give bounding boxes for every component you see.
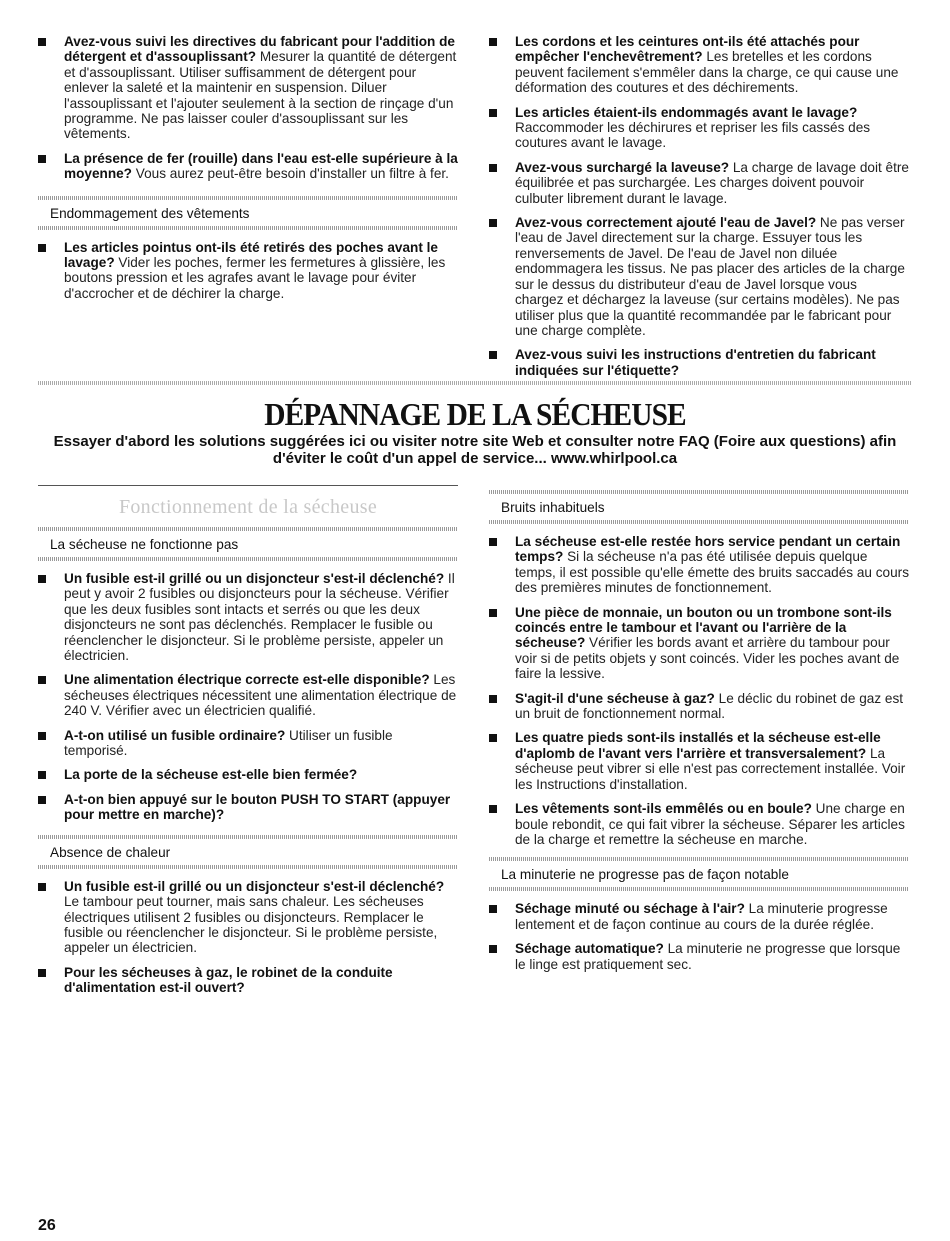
list-item — [38, 728, 458, 759]
question-text: Avez-vous surchargé la laveuse? — [515, 159, 730, 175]
list-item — [489, 801, 909, 847]
answer-text: La sécheuse peut vibrer si elle n'est pas correctement installée. Voir les Instructions d'installation. — [515, 745, 906, 792]
section-title: DÉPANNAGE DE LA SÉCHEUSE — [264, 396, 686, 432]
answer-text: Une charge en boule rebondit, ce qui fait vibrer la sécheuse. Séparer les articles de la charge et remettre la sécheuse en marche. — [515, 801, 905, 847]
square-bullet-icon — [38, 771, 46, 779]
question-text: Un fusible est-il grillé ou un disjoncteur s'est-il déclenché? — [64, 878, 445, 894]
list-item — [489, 691, 909, 722]
list-item — [489, 941, 909, 972]
question-text: Une alimentation électrique correcte est-elle disponible? — [64, 672, 430, 688]
damage-list — [38, 240, 458, 302]
func-heading: Fonctionnement de la sécheuse — [118, 496, 378, 518]
square-bullet-icon — [38, 676, 46, 684]
square-bullet-icon — [489, 109, 497, 117]
question-text: Séchage minuté ou séchage à l'air? — [515, 901, 745, 917]
square-bullet-icon — [489, 945, 497, 953]
answer-text: La minuterie progresse lentement et de façon continue au cours de la durée réglée. — [515, 901, 888, 932]
not-running-list — [38, 571, 458, 823]
list-item — [489, 730, 909, 792]
bottom-left-column — [38, 485, 458, 1005]
list-item — [38, 571, 458, 663]
square-bullet-icon — [489, 538, 497, 546]
no-heat-heading: Absence de chaleur — [50, 844, 171, 860]
square-bullet-icon — [38, 732, 46, 740]
square-bullet-icon — [38, 883, 46, 891]
question-text: Un fusible est-il grillé ou un disjoncteur s'est-il déclenché? — [64, 571, 445, 586]
list-item — [38, 792, 458, 823]
question-text: A-t-on utilisé un fusible ordinaire? — [64, 727, 286, 743]
answer-text: Vous aurez peut-être besoin d'installer un filtre à fer. — [131, 166, 449, 182]
question-text: La présence de fer (rouille) dans l'eau est-elle supérieure à la moyenne? — [64, 150, 458, 182]
intro-text: Essayer d'abord les solutions suggérées ici ou visiter notre site Web et consulter notre FAQ (Foire aux questions) afin d'éviter le coût d'un appel de service... www.whirlpool.ca — [53, 433, 897, 467]
answer-text: La charge de lavage doit être équilibrée et pas surchargée. Les charges doivent pouvoir culbuter librement durant le lavage. — [515, 159, 909, 206]
question-text: Séchage automatique? — [515, 941, 664, 957]
damage-heading: Endommagement des vêtements — [50, 205, 250, 221]
question-text: A-t-on bien appuyé sur le bouton PUSH TO START (appuyer pour mettre en marche)? — [64, 791, 451, 823]
question-text: Avez-vous suivi les instructions d'entretien du fabricant indiquées sur l'étiquette? — [515, 347, 876, 378]
no-heat-list — [38, 879, 458, 996]
divider — [489, 520, 909, 524]
square-bullet-icon — [489, 905, 497, 913]
noises-heading: Bruits inhabituels — [501, 500, 605, 515]
question-text: Avez-vous correctement ajouté l'eau de Javel? — [515, 215, 817, 231]
list-item — [489, 160, 909, 206]
noises-list — [489, 534, 909, 847]
list-item — [38, 767, 458, 782]
square-bullet-icon — [38, 575, 46, 583]
list-item — [489, 901, 909, 932]
top-left-list — [38, 34, 458, 182]
question-text: Les articles étaient-ils endommagés avant le lavage? — [515, 104, 858, 120]
divider — [38, 226, 458, 230]
question-text: S'agit-il d'une sécheuse à gaz? — [515, 690, 715, 706]
answer-text: Ne pas verser l'eau de Javel directement sur la charge. Essuyer tous les renversements de Javel. De l'eau de Javel non diluée endommagera les tissus. Ne pas placer des articles de la charge sur le dessus du distributeur d'eau de Javel lorsque vous chargez et déchargez la laveuse (sur certains modèles). Ne pas utiliser plus que la quantité recommandée par le fabricant pour une charge complète. — [515, 215, 905, 338]
divider — [38, 557, 458, 561]
answer-text: Les sécheuses électriques nécessitent une alimentation électrique de 240 V. Vérifier avec un électricien qualifié. — [64, 672, 457, 719]
question-text: Les quatre pieds sont-ils installés et la sécheuse est-elle d'aplomb de l'avant vers l'arrière et transversalement? — [515, 730, 881, 761]
timer-list — [489, 901, 909, 972]
answer-text: Raccommoder les déchirures et repriser les fils cassés des coutures avant le lavage. — [515, 120, 871, 151]
question-text: Les vêtements sont-ils emmêlés ou en boule? — [515, 801, 812, 817]
answer-text: La minuterie ne progresse que lorsque le linge est pratiquement sec. — [515, 941, 901, 972]
list-item — [489, 347, 909, 378]
square-bullet-icon — [38, 796, 46, 804]
answer-text: Les bretelles et les cordons peuvent facilement s'emmêler dans la charge, ce qui cause une déformation des coutures et des déchirements. — [515, 49, 899, 96]
list-item — [38, 879, 458, 956]
list-item — [489, 34, 909, 96]
question-text: Une pièce de monnaie, un bouton ou un trombone sont-ils coincés entre le tambour et l'avant ou l'arrière de la sécheuse? — [515, 604, 892, 651]
square-bullet-icon — [38, 155, 46, 163]
question-text: Les cordons et les ceintures ont-ils été attachés pour empêcher l'enchevêtrement? — [515, 34, 860, 65]
list-item — [489, 605, 909, 682]
square-bullet-icon — [489, 219, 497, 227]
square-bullet-icon — [489, 805, 497, 813]
list-item — [489, 105, 909, 151]
square-bullet-icon — [489, 734, 497, 742]
answer-text: Utiliser un fusible temporisé. — [64, 727, 393, 759]
answer-text: Vider les poches, fermer les fermetures à glissière, les boutons pression et les agrafes avant le lavage pour éviter d'accrocher et de déchirer la charge. — [64, 255, 446, 301]
square-bullet-icon — [489, 351, 497, 359]
answer-text: Le tambour peut tourner, mais sans chaleur. Les sécheuses électriques utilisent 2 fusibles ou disjoncteurs. Remplacer le fusible ou réenclencher le disjoncteur. Si le problème persiste, appeler un électricien. — [64, 894, 438, 956]
square-bullet-icon — [489, 609, 497, 617]
not-running-heading: La sécheuse ne fonctionne pas — [50, 537, 239, 552]
top-right-column — [489, 34, 909, 387]
section-divider — [38, 381, 912, 385]
list-item — [38, 34, 458, 142]
list-item — [38, 240, 458, 302]
answer-text: Vérifier les bords avant et arrière du tambour pour voir si de petits objets y sont coincés. Vider les poches avant de faire la lessive. — [515, 635, 900, 682]
list-item — [489, 534, 909, 596]
divider — [38, 865, 458, 869]
square-bullet-icon — [489, 38, 497, 46]
question-text: La porte de la sécheuse est-elle bien fermée? — [64, 767, 358, 783]
timer-heading: La minuterie ne progresse pas de façon notable — [501, 867, 789, 883]
answer-text: Il peut y avoir 2 fusibles ou disjoncteurs pour la sécheuse. Vérifier que les deux fusibles sont intacts et serrés ou que les deux disjoncteurs ne sont pas déclenchés. Remplacer le fusible ou réenclencher le disjoncteur. Si le problème persiste, appeler un électricien. — [64, 571, 455, 664]
top-right-list — [489, 34, 909, 378]
divider — [489, 887, 909, 891]
list-item — [38, 672, 458, 718]
question-text: Pour les sécheuses à gaz, le robinet de la conduite d'alimentation est-il ouvert? — [64, 964, 393, 996]
list-item — [38, 965, 458, 996]
question-text: Avez-vous suivi les directives du fabricant pour l'addition de détergent et d'assouplissant? — [64, 34, 455, 65]
list-item — [489, 215, 909, 338]
list-item — [38, 151, 458, 182]
square-bullet-icon — [38, 244, 46, 252]
square-bullet-icon — [38, 969, 46, 977]
answer-text: Mesurer la quantité de détergent et d'assouplissant. Utiliser suffisamment de détergent pour enlever la saleté et la maintenir en suspension. Diluer l'assouplissant et l'ajouter seulement à la section de rinçage d'un programme. Ne pas laisser couler d'assouplissant sur les vêtements. — [64, 49, 457, 142]
bottom-right-column — [489, 490, 909, 981]
question-text: Les articles pointus ont-ils été retirés des poches avant le lavage? — [64, 239, 438, 271]
square-bullet-icon — [489, 164, 497, 172]
top-left-column — [38, 34, 458, 310]
square-bullet-icon — [38, 38, 46, 46]
answer-text: Si la sécheuse n'a pas été utilisée depuis quelque temps, il est possible qu'elle émette des bruits saccadés au cours des premières minutes de fonctionnement. — [515, 549, 909, 596]
question-text: La sécheuse est-elle restée hors service pendant un certain temps? — [515, 534, 901, 565]
page-number: 26 — [38, 1217, 56, 1234]
square-bullet-icon — [489, 695, 497, 703]
answer-text: Le déclic du robinet de gaz est un bruit de fonctionnement normal. — [515, 690, 904, 722]
